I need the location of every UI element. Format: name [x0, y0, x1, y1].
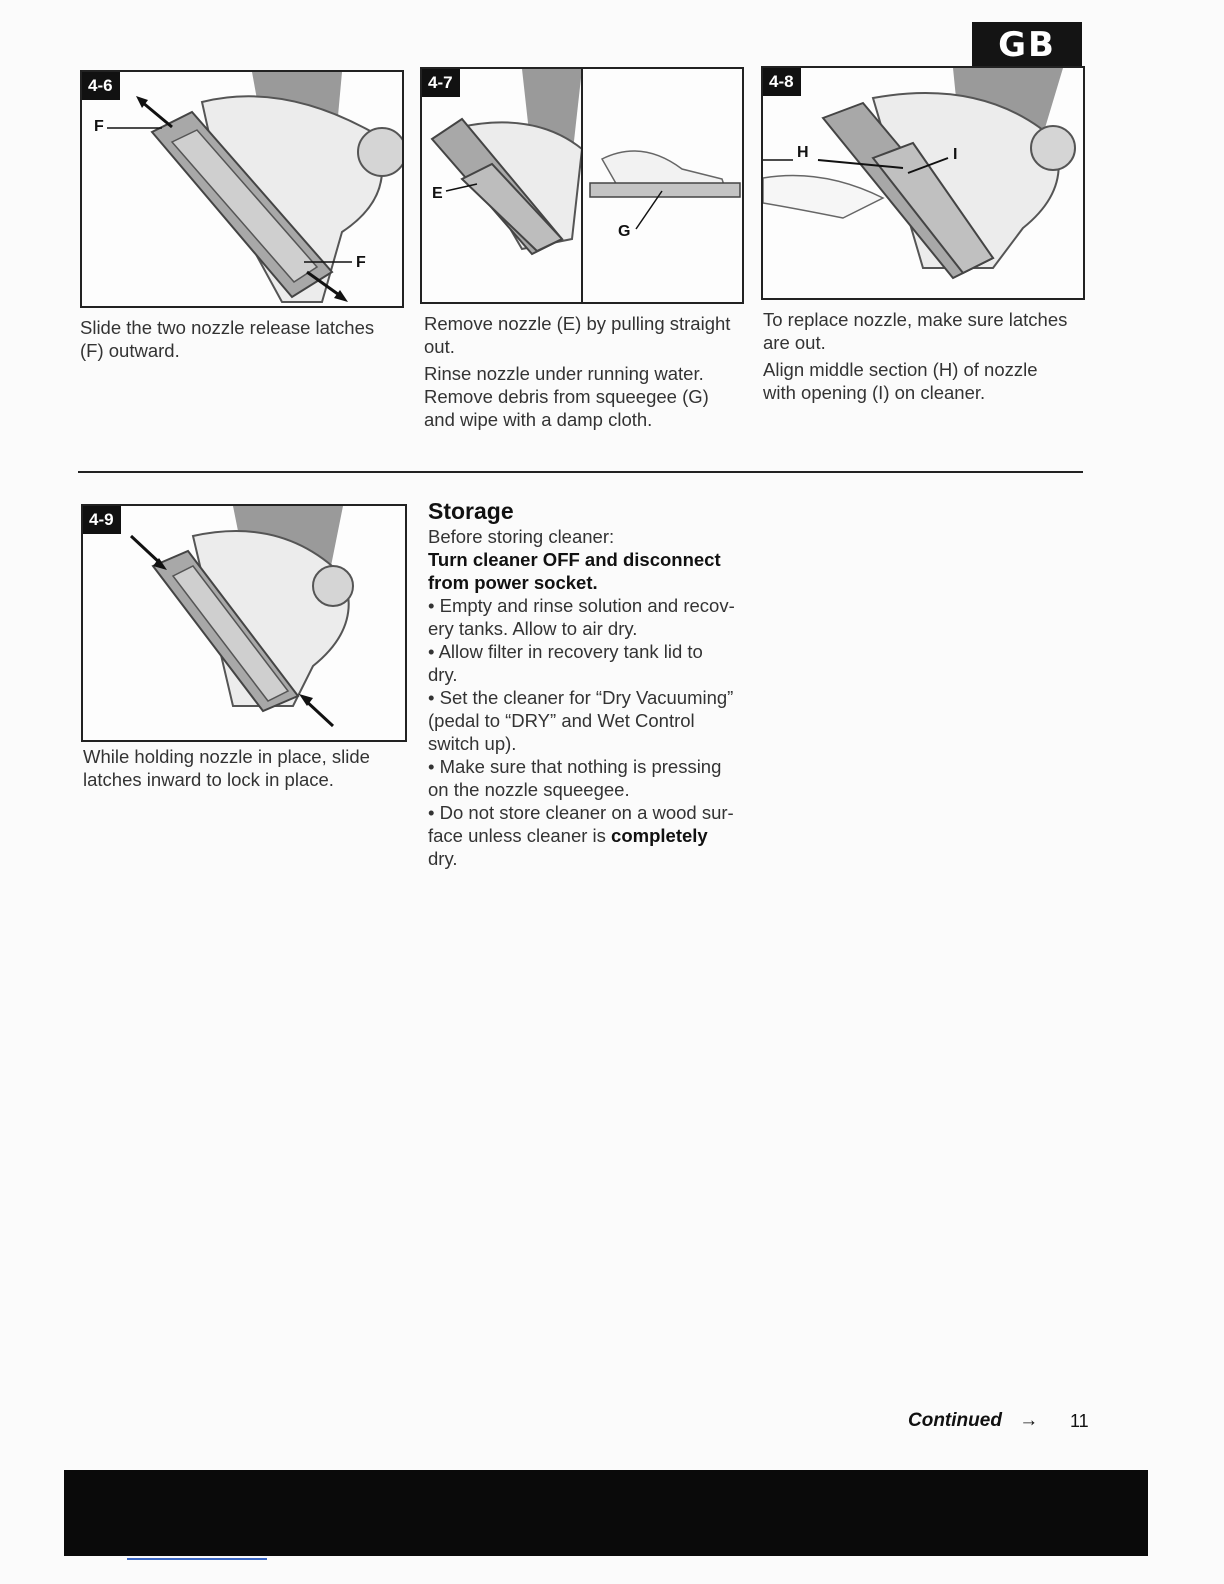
- caption-line: Rinse nozzle under running water.: [424, 363, 704, 384]
- bullet-line: on the nozzle squeegee.: [428, 779, 630, 800]
- bullet-line: • Make sure that nothing is pressing: [428, 756, 722, 777]
- storage-bullet: [428, 640, 758, 686]
- figure-label: 4-7: [422, 69, 460, 97]
- caption-line: While holding nozzle in place, slide: [83, 746, 370, 767]
- figure-4-6-illustration: [82, 72, 402, 306]
- callout-f-right: F: [356, 254, 366, 271]
- bullet-line: ery tanks. Allow to air dry.: [428, 618, 638, 639]
- figure-label: 4-8: [763, 68, 801, 96]
- bullet-line: dry.: [428, 848, 458, 869]
- caption-line: Align middle section (H) of nozzle: [763, 359, 1038, 380]
- caption-4-6: [80, 316, 400, 366]
- callout-e: E: [432, 185, 443, 202]
- storage-bullet: [428, 801, 758, 870]
- caption-4-9: [83, 745, 413, 795]
- caption-line: are out.: [763, 332, 826, 353]
- warning-line: from power socket.: [428, 572, 598, 593]
- caption-line: and wipe with a damp cloth.: [424, 409, 653, 430]
- figure-4-8: [761, 66, 1085, 300]
- bullet-line: • Empty and rinse solution and recov-: [428, 595, 735, 616]
- callout-i: I: [953, 146, 958, 163]
- figure-4-8-illustration: [763, 68, 1083, 298]
- bullet-emphasis: completely: [611, 825, 708, 846]
- bullet-line: • Set the cleaner for “Dry Vacuuming”: [428, 687, 734, 708]
- section-divider: [78, 471, 1083, 473]
- bullet-line: • Allow filter in recovery tank lid to: [428, 641, 703, 662]
- caption-line: To replace nozzle, make sure latches: [763, 309, 1068, 330]
- arrow-right-icon: →: [1019, 1410, 1039, 1431]
- continued-text: Continued: [908, 1410, 1002, 1431]
- callout-g: G: [618, 223, 631, 240]
- storage-warning: [428, 548, 758, 594]
- bullet-line: • Do not store cleaner on a wood sur-: [428, 802, 734, 823]
- caption-line: Remove debris from squeegee (G): [424, 386, 709, 407]
- callout-h: H: [797, 144, 809, 161]
- page-number: 11: [1070, 1411, 1089, 1431]
- footer-underline: [127, 1558, 267, 1560]
- continued-label: [908, 1410, 1038, 1432]
- caption-4-8: [763, 308, 1093, 408]
- figure-4-9: [81, 504, 407, 742]
- callout-f-left: F: [94, 118, 104, 135]
- caption-line: out.: [424, 336, 455, 357]
- figure-4-7-illustration: [422, 69, 742, 302]
- caption-line: with opening (I) on cleaner.: [763, 382, 986, 403]
- caption-line: (F) outward.: [80, 340, 180, 361]
- warning-line: Turn cleaner OFF and disconnect: [428, 549, 721, 570]
- caption-line: Slide the two nozzle release latches: [80, 317, 375, 338]
- figure-label: 4-9: [83, 506, 121, 534]
- figure-label: 4-6: [82, 72, 120, 100]
- figure-4-6: [80, 70, 404, 308]
- caption-4-7: [424, 312, 754, 435]
- storage-intro: Before storing cleaner:: [428, 526, 615, 547]
- caption-line: latches inward to lock in place.: [83, 769, 334, 790]
- bullet-line: switch up).: [428, 733, 517, 754]
- caption-line: Remove nozzle (E) by pulling straight: [424, 313, 731, 334]
- figure-4-7: [420, 67, 744, 304]
- footer-band: [64, 1470, 1148, 1556]
- bullet-line: face unless cleaner is: [428, 825, 612, 846]
- storage-title: Storage: [428, 498, 514, 524]
- language-badge: GB: [972, 22, 1082, 68]
- figure-4-9-illustration: [83, 506, 405, 740]
- storage-bullet: [428, 686, 758, 755]
- storage-bullet: [428, 755, 758, 801]
- bullet-line: (pedal to “DRY” and Wet Control: [428, 710, 695, 731]
- storage-bullet: [428, 594, 758, 640]
- bullet-line: dry.: [428, 664, 458, 685]
- storage-section: [428, 500, 758, 870]
